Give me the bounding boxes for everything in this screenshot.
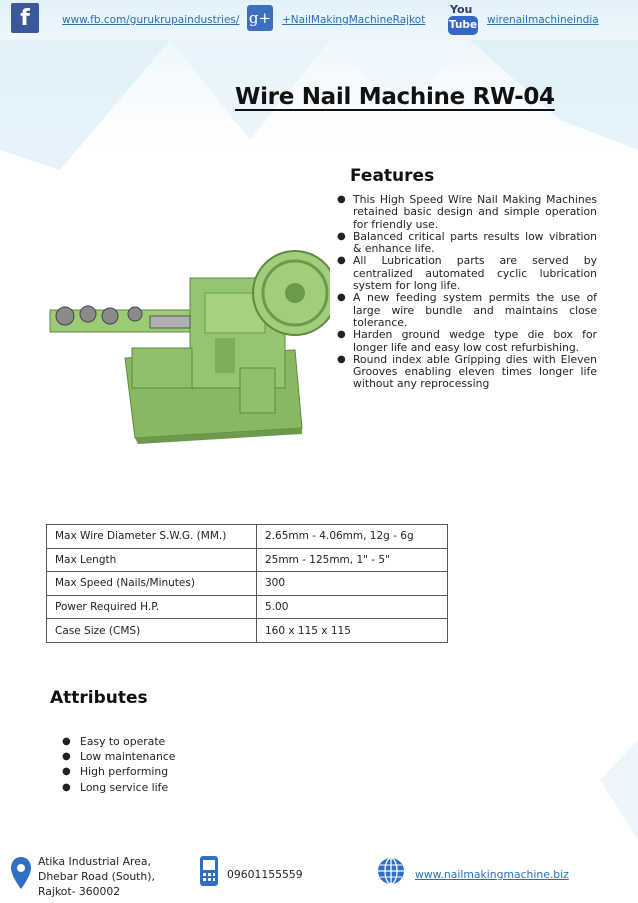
spec-label: Max Wire Diameter S.W.G. (MM.) bbox=[47, 525, 257, 549]
list-item: ● This High Speed Wire Nail Making Machines retained basic design and simple operation for friendly use. bbox=[337, 193, 597, 231]
spec-value: 160 x 115 x 115 bbox=[257, 619, 448, 643]
mobile-phone-icon bbox=[199, 855, 219, 887]
list-item: ● High performing bbox=[62, 765, 169, 779]
spec-value: 300 bbox=[257, 572, 448, 596]
spec-table bbox=[46, 524, 448, 643]
attributes-list bbox=[62, 734, 175, 795]
table-row bbox=[47, 595, 448, 619]
spec-label: Case Size (CMS) bbox=[47, 619, 257, 643]
footer bbox=[0, 840, 638, 903]
list-item: ● Long service life bbox=[62, 780, 169, 794]
youtube-icon-bottom-text: Tube bbox=[448, 16, 478, 35]
address-line: Rajkot- 360002 bbox=[38, 885, 121, 898]
address-line: Atika Industrial Area, bbox=[38, 855, 151, 868]
list-item: ● Round index able Gripping dies with Eleven Grooves enabling eleven times longer life without any reprocessing bbox=[337, 352, 597, 391]
attributes-heading: Attributes bbox=[50, 688, 148, 708]
machine-image bbox=[40, 238, 330, 448]
table-row bbox=[47, 572, 448, 596]
website-link[interactable]: www.nailmakingmachine.biz bbox=[415, 868, 569, 881]
google-plus-icon[interactable]: g+ bbox=[247, 5, 273, 31]
list-item: ● A new feeding system permits the use of large wire bundle and maintains close tolerance. bbox=[337, 291, 597, 329]
facebook-icon[interactable]: f bbox=[11, 3, 39, 33]
list-item: ● Harden ground wedge type die box for longer life and easy low cost refurbishing. bbox=[337, 328, 597, 354]
table-row bbox=[47, 548, 448, 572]
location-pin-icon bbox=[10, 856, 32, 892]
page-title: Wire Nail Machine RW-04 bbox=[235, 84, 555, 110]
spec-label: Max Length bbox=[47, 548, 257, 572]
list-item: ● Balanced critical parts results low vibration & enhance life. bbox=[337, 229, 597, 256]
list-item: ● Low maintenance bbox=[62, 750, 176, 764]
phone-number[interactable]: 09601155559 bbox=[227, 868, 303, 881]
list-item: ● Easy to operate bbox=[62, 735, 166, 748]
youtube-icon-top-text: You bbox=[450, 3, 473, 16]
header-bar bbox=[0, 0, 638, 40]
address-line: Dhebar Road (South), bbox=[38, 870, 155, 883]
spec-value: 2.65mm - 4.06mm, 12g - 6g bbox=[257, 525, 448, 549]
spec-value: 5.00 bbox=[257, 595, 448, 619]
list-item: ● All Lubrication parts are served by centralized automated cyclic lubrication system for long life. bbox=[337, 254, 597, 293]
facebook-link[interactable]: www.fb.com/gurukrupaindustries/ bbox=[62, 14, 240, 26]
spec-label: Power Required H.P. bbox=[47, 595, 257, 619]
features-heading: Features bbox=[350, 166, 435, 186]
table-row bbox=[47, 619, 448, 643]
spec-value: 25mm - 125mm, 1" - 5" bbox=[257, 548, 448, 572]
features-list bbox=[337, 194, 597, 391]
spec-label: Max Speed (Nails/Minutes) bbox=[47, 572, 257, 596]
google-plus-link[interactable]: +NailMakingMachineRajkot bbox=[282, 14, 426, 26]
youtube-icon[interactable] bbox=[448, 3, 478, 35]
youtube-link[interactable]: wirenailmachineindia bbox=[487, 14, 599, 26]
globe-icon bbox=[376, 856, 406, 886]
address bbox=[38, 854, 155, 899]
table-row bbox=[47, 525, 448, 549]
